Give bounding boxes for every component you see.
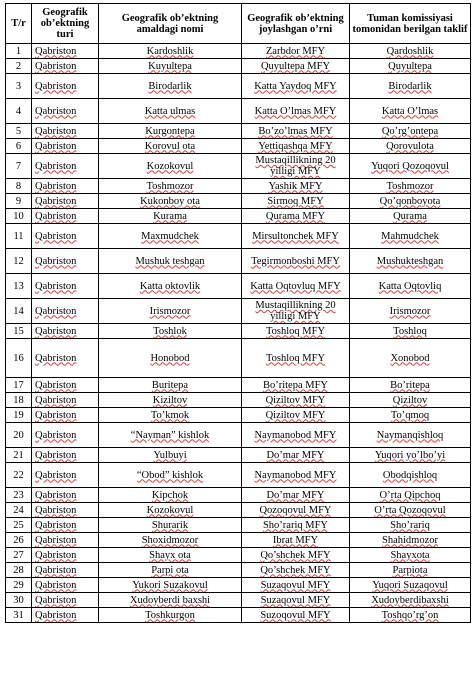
table-row <box>6 488 471 503</box>
row-proposal: Shayxota <box>350 548 471 563</box>
row-object-type: Qabriston <box>32 59 99 74</box>
row-object-type: Qabriston <box>32 139 99 154</box>
row-object-type: Qabriston <box>32 154 99 179</box>
row-object-type: Qabriston <box>32 608 99 623</box>
table-row <box>6 179 471 194</box>
row-current-name: Kipchok <box>99 488 242 503</box>
row-current-name: Toshkurgon <box>99 608 242 623</box>
row-proposal: Qurama <box>350 209 471 224</box>
row-current-name: Korovul ota <box>99 139 242 154</box>
table-row <box>6 563 471 578</box>
table-row <box>6 44 471 59</box>
row-proposal: Naymanqishloq <box>350 423 471 448</box>
table-row <box>6 423 471 448</box>
row-number: 17 <box>6 378 32 393</box>
row-number: 27 <box>6 548 32 563</box>
row-number: 5 <box>6 124 32 139</box>
row-number: 24 <box>6 503 32 518</box>
row-location: Qurama MFY <box>242 209 350 224</box>
row-proposal: Toshmozor <box>350 179 471 194</box>
row-number: 2 <box>6 59 32 74</box>
row-location: Do’mar MFY <box>242 488 350 503</box>
row-number: 13 <box>6 274 32 299</box>
row-proposal: Obodqishloq <box>350 463 471 488</box>
row-location: Mirsultonchek MFY <box>242 224 350 249</box>
table-row <box>6 408 471 423</box>
row-proposal: Mahmudchek <box>350 224 471 249</box>
row-location: Qiziltov MFY <box>242 393 350 408</box>
row-current-name: Kukonboy ota <box>99 194 242 209</box>
row-object-type: Qabriston <box>32 448 99 463</box>
row-number: 30 <box>6 593 32 608</box>
row-proposal: Katta O’lmas <box>350 99 471 124</box>
row-proposal: Toshqo’rg’on <box>350 608 471 623</box>
header-number: T/r <box>6 4 32 44</box>
row-location: Naymanobod MFY <box>242 463 350 488</box>
row-location: Quyultepa MFY <box>242 59 350 74</box>
row-object-type: Qabriston <box>32 99 99 124</box>
row-number: 29 <box>6 578 32 593</box>
row-number: 1 <box>6 44 32 59</box>
table-row <box>6 299 471 324</box>
row-number: 19 <box>6 408 32 423</box>
row-location: Bo’ritepa MFY <box>242 378 350 393</box>
row-current-name: Maxmudchek <box>99 224 242 249</box>
row-location: Tegirmonboshi MFY <box>242 249 350 274</box>
table-row <box>6 209 471 224</box>
row-number: 23 <box>6 488 32 503</box>
table-row <box>6 99 471 124</box>
table-row <box>6 548 471 563</box>
table-row <box>6 324 471 339</box>
row-location: Sho’rariq MFY <box>242 518 350 533</box>
table-row <box>6 249 471 274</box>
row-object-type: Qabriston <box>32 299 99 324</box>
row-object-type: Qabriston <box>32 249 99 274</box>
table-row <box>6 274 471 299</box>
row-number: 9 <box>6 194 32 209</box>
row-proposal: O’rta Qipchoq <box>350 488 471 503</box>
row-location: Yettiqashqa MFY <box>242 139 350 154</box>
row-current-name: Shoxidmozor <box>99 533 242 548</box>
row-proposal: Bo’ritepa <box>350 378 471 393</box>
row-number: 15 <box>6 324 32 339</box>
table-row <box>6 448 471 463</box>
table-row <box>6 518 471 533</box>
row-number: 22 <box>6 463 32 488</box>
table-row <box>6 463 471 488</box>
row-location: Sirmoq MFY <box>242 194 350 209</box>
row-proposal: To’qmoq <box>350 408 471 423</box>
row-proposal: Yuqori Qozoqovul <box>350 154 471 179</box>
row-number: 8 <box>6 179 32 194</box>
row-object-type: Qabriston <box>32 533 99 548</box>
row-current-name: Toshlok <box>99 324 242 339</box>
row-object-type: Qabriston <box>32 179 99 194</box>
row-location: Naymanobod MFY <box>242 423 350 448</box>
row-object-type: Qabriston <box>32 578 99 593</box>
row-object-type: Qabriston <box>32 44 99 59</box>
row-location: Yashik MFY <box>242 179 350 194</box>
row-current-name: Shurarik <box>99 518 242 533</box>
row-current-name: Yukori Suzakovul <box>99 578 242 593</box>
row-object-type: Qabriston <box>32 74 99 99</box>
row-location: Katta O’lmas MFY <box>242 99 350 124</box>
row-proposal: Shahidmozor <box>350 533 471 548</box>
row-current-name: Honobod <box>99 339 242 378</box>
row-current-name: Katta oktovlik <box>99 274 242 299</box>
row-number: 25 <box>6 518 32 533</box>
table-row <box>6 139 471 154</box>
row-object-type: Qabriston <box>32 423 99 448</box>
row-location: Zarbdor MFY <box>242 44 350 59</box>
row-current-name: “Nayman” kishlok <box>99 423 242 448</box>
row-current-name: Yulbuyi <box>99 448 242 463</box>
row-proposal: Xudoyberdibaxshi <box>350 593 471 608</box>
table-row <box>6 59 471 74</box>
row-proposal: Parpiota <box>350 563 471 578</box>
row-proposal: Yuqori yo’lbo’yi <box>350 448 471 463</box>
row-number: 28 <box>6 563 32 578</box>
row-number: 11 <box>6 224 32 249</box>
row-location: Do’mar MFY <box>242 448 350 463</box>
row-location: Qozoqovul MFY <box>242 503 350 518</box>
row-number: 12 <box>6 249 32 274</box>
table-body <box>6 44 471 623</box>
table-row <box>6 74 471 99</box>
row-number: 20 <box>6 423 32 448</box>
row-proposal: Sho’rariq <box>350 518 471 533</box>
table-row <box>6 378 471 393</box>
row-current-name: Birodarlik <box>99 74 242 99</box>
row-number: 16 <box>6 339 32 378</box>
table-row <box>6 533 471 548</box>
row-proposal: Mushukteshgan <box>350 249 471 274</box>
row-current-name: Kuyultepa <box>99 59 242 74</box>
table-row <box>6 578 471 593</box>
row-proposal: Irismozor <box>350 299 471 324</box>
header-row <box>6 4 471 44</box>
row-current-name: Parpi ota <box>99 563 242 578</box>
geo-objects-table <box>5 3 471 623</box>
row-proposal: Qo’rg’ontepa <box>350 124 471 139</box>
row-object-type: Qabriston <box>32 378 99 393</box>
row-location: Mustaqillikning 20 yilligi MFY <box>242 299 350 324</box>
row-location: Suzoqovul MFY <box>242 608 350 623</box>
row-current-name: Kurama <box>99 209 242 224</box>
row-proposal: Toshloq <box>350 324 471 339</box>
row-object-type: Qabriston <box>32 393 99 408</box>
row-location: Katta Oqtovluq MFY <box>242 274 350 299</box>
table-row <box>6 608 471 623</box>
header-location: Geografik ob’ektning joylashgan o’rni <box>242 4 350 44</box>
row-current-name: Xudoyberdi baxshi <box>99 593 242 608</box>
row-object-type: Qabriston <box>32 194 99 209</box>
row-object-type: Qabriston <box>32 274 99 299</box>
row-object-type: Qabriston <box>32 324 99 339</box>
row-object-type: Qabriston <box>32 563 99 578</box>
row-location: Qiziltov MFY <box>242 408 350 423</box>
row-location: Suzaqovul MFY <box>242 578 350 593</box>
row-current-name: Kiziltov <box>99 393 242 408</box>
row-proposal: Xonobod <box>350 339 471 378</box>
table-row <box>6 593 471 608</box>
row-location: Katta Yaydoq MFY <box>242 74 350 99</box>
row-current-name: Kurgontepa <box>99 124 242 139</box>
header-current-name: Geografik ob’ektning amaldagi nomi <box>99 4 242 44</box>
row-number: 3 <box>6 74 32 99</box>
row-proposal: Qo’qonboyota <box>350 194 471 209</box>
row-current-name: Irismozor <box>99 299 242 324</box>
row-location: Toshloq MFY <box>242 339 350 378</box>
row-current-name: Toshmozor <box>99 179 242 194</box>
table-row <box>6 339 471 378</box>
row-current-name: Buritepa <box>99 378 242 393</box>
row-number: 14 <box>6 299 32 324</box>
row-proposal: Qiziltov <box>350 393 471 408</box>
row-number: 7 <box>6 154 32 179</box>
row-number: 10 <box>6 209 32 224</box>
table-row <box>6 503 471 518</box>
row-current-name: Kozokovul <box>99 154 242 179</box>
row-proposal: Qardoshlik <box>350 44 471 59</box>
row-proposal: Katta Oqtovliq <box>350 274 471 299</box>
row-object-type: Qabriston <box>32 408 99 423</box>
row-location: Qo’shchek MFY <box>242 548 350 563</box>
row-current-name: Kardoshlik <box>99 44 242 59</box>
row-current-name: Kozokovul <box>99 503 242 518</box>
header-object-type: Geografik ob’ektning turi <box>32 4 99 44</box>
row-object-type: Qabriston <box>32 503 99 518</box>
row-current-name: “Obod” kishlok <box>99 463 242 488</box>
row-object-type: Qabriston <box>32 593 99 608</box>
row-current-name: Shayx ota <box>99 548 242 563</box>
row-location: Suzaqovul MFY <box>242 593 350 608</box>
row-proposal: Birodarlik <box>350 74 471 99</box>
row-proposal: Quyultepa <box>350 59 471 74</box>
row-location: Bo’zo’lmas MFY <box>242 124 350 139</box>
row-number: 21 <box>6 448 32 463</box>
row-object-type: Qabriston <box>32 124 99 139</box>
table-row <box>6 194 471 209</box>
row-current-name: Mushuk teshgan <box>99 249 242 274</box>
table-row <box>6 124 471 139</box>
row-number: 31 <box>6 608 32 623</box>
row-number: 4 <box>6 99 32 124</box>
table-row <box>6 224 471 249</box>
row-object-type: Qabriston <box>32 488 99 503</box>
row-object-type: Qabriston <box>32 339 99 378</box>
row-location: Mustaqillikning 20 yilligi MFY <box>242 154 350 179</box>
row-current-name: To’kmok <box>99 408 242 423</box>
row-number: 18 <box>6 393 32 408</box>
row-proposal: Qorovulota <box>350 139 471 154</box>
row-object-type: Qabriston <box>32 224 99 249</box>
row-number: 26 <box>6 533 32 548</box>
row-object-type: Qabriston <box>32 209 99 224</box>
row-object-type: Qabriston <box>32 518 99 533</box>
row-location: Qo’shchek MFY <box>242 563 350 578</box>
table-row <box>6 154 471 179</box>
row-location: Ibrat MFY <box>242 533 350 548</box>
row-object-type: Qabriston <box>32 463 99 488</box>
row-current-name: Katta ulmas <box>99 99 242 124</box>
row-object-type: Qabriston <box>32 548 99 563</box>
row-number: 6 <box>6 139 32 154</box>
row-proposal: Yuqori Suzaqovul <box>350 578 471 593</box>
header-proposal: Tuman komissiyasi tomonidan berilgan taklif <box>350 4 471 44</box>
row-proposal: O’rta Qozoqovul <box>350 503 471 518</box>
table-row <box>6 393 471 408</box>
row-location: Toshloq MFY <box>242 324 350 339</box>
